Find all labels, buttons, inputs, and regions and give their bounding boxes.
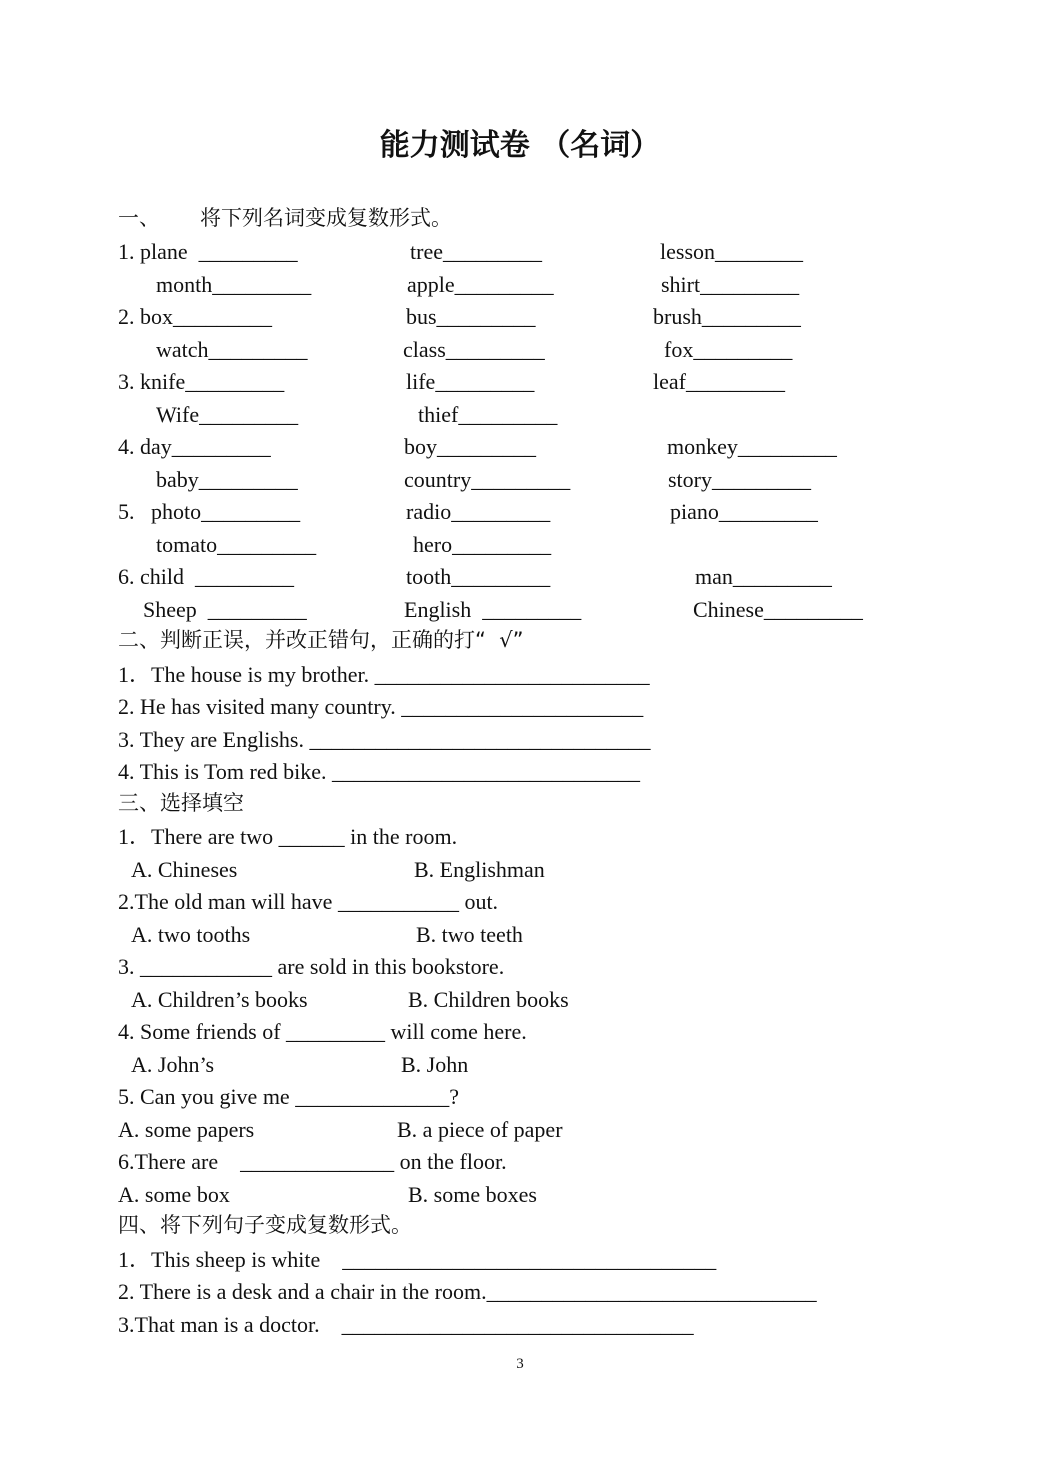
page-number: 3 bbox=[516, 1356, 524, 1372]
page-title: 能力测试卷 （名词） bbox=[379, 128, 661, 163]
s1-item: class_________ bbox=[403, 337, 545, 362]
s3-question: 5. Can you give me ______________? bbox=[118, 1084, 459, 1109]
s1-item: piano_________ bbox=[670, 499, 818, 524]
s1-item: shirt_________ bbox=[661, 272, 800, 297]
s1-item: hero_________ bbox=[413, 532, 552, 557]
s3-question: 4. Some friends of _________ will come here. bbox=[118, 1019, 527, 1044]
s1-item: month_________ bbox=[156, 272, 312, 297]
s1-item: 3. knife_________ bbox=[118, 369, 285, 394]
s3-option-a: A. some papers bbox=[118, 1117, 255, 1142]
s1-item: monkey_________ bbox=[667, 434, 837, 459]
s1-item: tooth_________ bbox=[406, 564, 551, 589]
s4-item: 1．This sheep is white __________________________________ bbox=[118, 1247, 717, 1272]
s2-item: 3. They are Englishs. _______________________________ bbox=[118, 727, 651, 752]
s1-item: boy_________ bbox=[404, 434, 536, 459]
s3-question: 2.The old man will have ___________ out. bbox=[118, 889, 499, 914]
s1-item: English _________ bbox=[404, 597, 582, 622]
s1-item: 2. box_________ bbox=[118, 304, 272, 329]
s1-item: tomato_________ bbox=[156, 532, 317, 557]
s4-item: 2. There is a desk and a chair in the room.______________________________ bbox=[118, 1279, 817, 1304]
s1-item: 1. plane _________ bbox=[118, 239, 298, 264]
s3-option-b: B. Englishman bbox=[414, 857, 545, 882]
s1-item: fox_________ bbox=[664, 337, 793, 362]
s1-item: brush_________ bbox=[653, 304, 801, 329]
s1-item: Sheep _________ bbox=[143, 597, 307, 622]
s3-option-b: B. a piece of paper bbox=[397, 1117, 563, 1142]
s3-option-a: A. Chineses bbox=[131, 857, 238, 882]
s2-item: 1．The house is my brother. _________________________ bbox=[118, 662, 650, 687]
s1-item: tree_________ bbox=[410, 239, 542, 264]
s1-item: man_________ bbox=[695, 564, 832, 589]
s1-item: Chinese_________ bbox=[693, 597, 863, 622]
s1-item: thief_________ bbox=[418, 402, 558, 427]
s3-option-b: B. some boxes bbox=[408, 1182, 537, 1207]
s1-item: apple_________ bbox=[407, 272, 554, 297]
s3-option-a: A. some box bbox=[118, 1182, 230, 1207]
s1-item: story_________ bbox=[668, 467, 811, 492]
s1-item: 4. day_________ bbox=[118, 434, 271, 459]
s1-item: life_________ bbox=[406, 369, 535, 394]
s3-question: 3. ____________ are sold in this bookstore. bbox=[118, 954, 505, 979]
s1-item: leaf_________ bbox=[653, 369, 785, 394]
section3-heading: 三、选择填空 bbox=[118, 791, 244, 815]
section2-heading: 二、判断正误，并改正错句，正确的打“ √” bbox=[118, 628, 524, 652]
s4-item: 3.That man is a doctor. ________________________________ bbox=[118, 1312, 694, 1337]
s3-question: 1．There are two ______ in the room. bbox=[118, 824, 458, 849]
s3-option-a: A. Children’s books bbox=[131, 987, 308, 1012]
s3-option-b: B. John bbox=[401, 1052, 469, 1077]
s1-item: 5. photo_________ bbox=[118, 499, 301, 524]
s1-item: bus_________ bbox=[406, 304, 536, 329]
s3-option-a: A. John’s bbox=[131, 1052, 215, 1077]
s3-option-b: B. Children books bbox=[408, 987, 569, 1012]
s3-option-b: B. two teeth bbox=[416, 922, 523, 947]
s1-item: watch_________ bbox=[156, 337, 308, 362]
s1-item: radio_________ bbox=[406, 499, 551, 524]
s2-item: 2. He has visited many country. ______________________ bbox=[118, 694, 644, 719]
section4-heading: 四、将下列句子变成复数形式。 bbox=[118, 1213, 412, 1237]
s1-item: Wife_________ bbox=[156, 402, 299, 427]
s2-item: 4. This is Tom red bike. ____________________________ bbox=[118, 759, 640, 784]
s1-item: country_________ bbox=[404, 467, 571, 492]
s1-item: lesson________ bbox=[660, 239, 803, 264]
s1-item: 6. child _________ bbox=[118, 564, 294, 589]
s3-question: 6.There are ______________ on the floor. bbox=[118, 1149, 507, 1174]
s1-item: baby_________ bbox=[156, 467, 298, 492]
s3-option-a: A. two tooths bbox=[131, 922, 251, 947]
section1-heading: 一、 将下列名词变成复数形式。 bbox=[118, 206, 453, 230]
